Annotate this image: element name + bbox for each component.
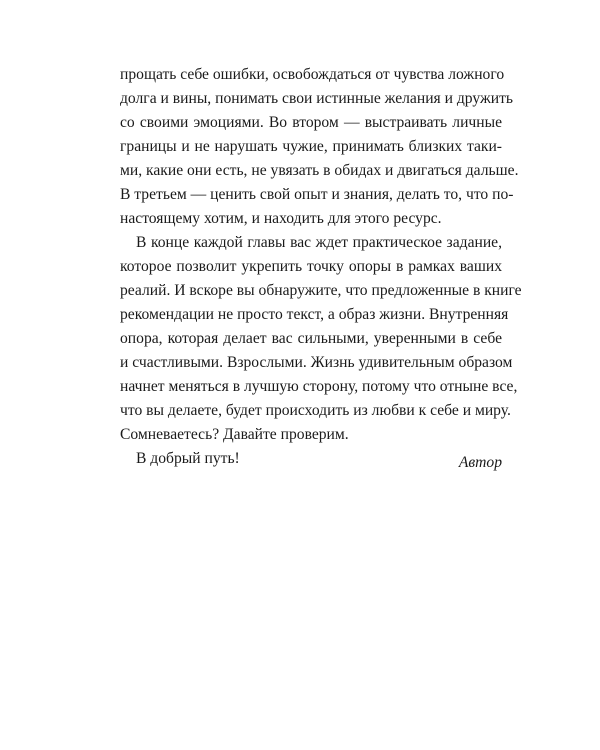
author-signature: Автор (458, 454, 502, 471)
text-line: настоящему хотим, и находить для этого ресурс. (120, 210, 442, 227)
text-line: что вы делаете, будет происходить из любви к себе и миру. (120, 402, 511, 419)
text-line: реалий. И вскоре вы обнаружите, что предложенные в книге (120, 282, 522, 299)
text-line: Сомневаетесь? Давайте проверим. (120, 426, 349, 443)
closing-line: В добрый путь! (136, 450, 240, 467)
text-line: со своими эмоциями. Во втором — выстраивать личные (120, 114, 502, 131)
text-line: опора, которая делает вас сильными, уверенными в себе (120, 330, 502, 347)
text-line: границы и не нарушать чужие, принимать близких таки- (120, 138, 502, 155)
text-line: В третьем — ценить свой опыт и знания, делать то, что по- (120, 186, 514, 203)
text-line: начнет меняться в лучшую сторону, потому что отныне все, (120, 378, 518, 395)
text-line: прощать себе ошибки, освобождаться от чувства ложного (120, 66, 505, 83)
text-line: ми, какие они есть, не увязать в обидах и двигаться дальше. (120, 162, 519, 179)
paragraph-start-line: В конце каждой главы вас ждет практическое задание, (136, 234, 502, 251)
text-line: долга и вины, понимать свои истинные желания и дружить (120, 90, 514, 107)
text-line: и счастливыми. Взрослыми. Жизнь удивительным образом (120, 354, 513, 371)
body-text (120, 63, 522, 471)
text-line: рекомендации не просто текст, а образ жизни. Внутренняя (120, 306, 509, 323)
text-line: которое позволит укрепить точку опоры в рамках ваших (120, 258, 502, 275)
